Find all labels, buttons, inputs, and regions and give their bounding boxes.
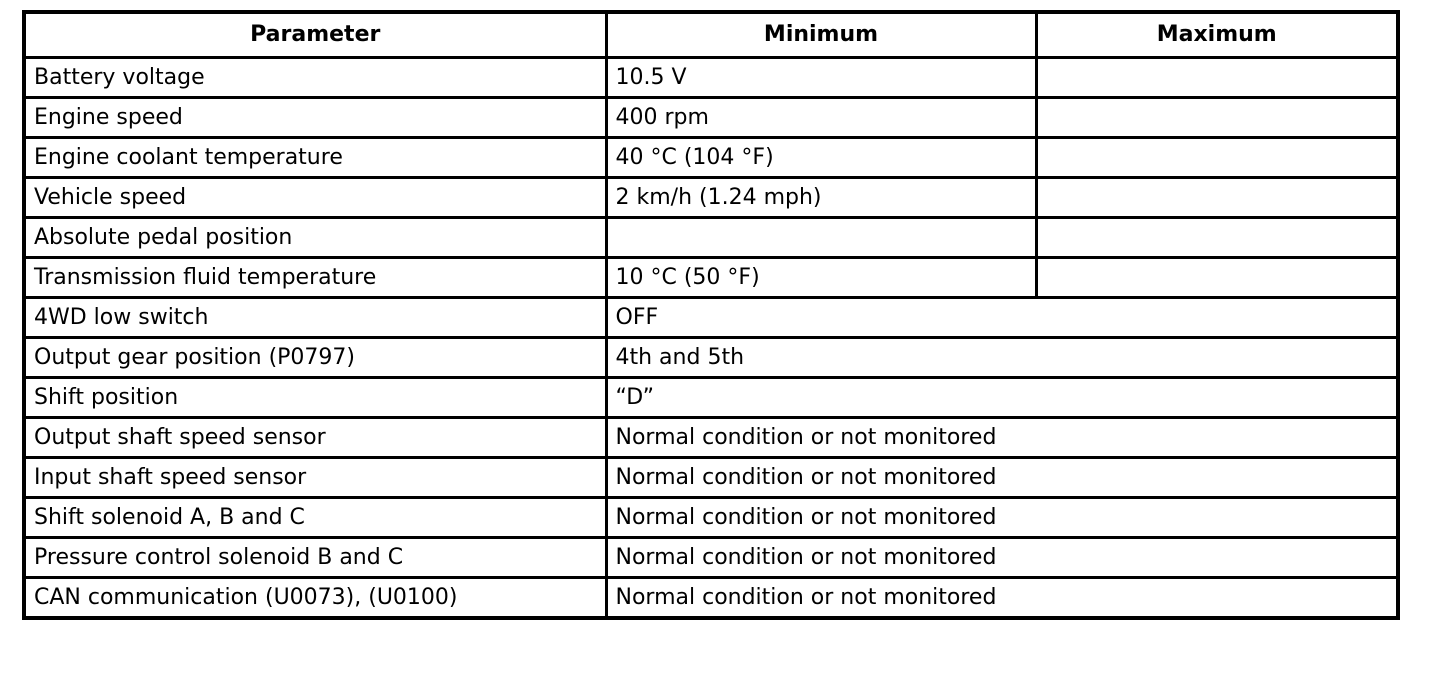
parameter-cell: Vehicle speed [24, 178, 606, 218]
table-row [24, 498, 1398, 538]
condition-cell: Normal condition or not monitored [606, 458, 1398, 498]
minimum-cell: 2 km/h (1.24 mph) [606, 178, 1036, 218]
condition-cell: 4th and 5th [606, 338, 1398, 378]
table-row [24, 98, 1398, 138]
maximum-cell [1036, 58, 1398, 98]
column-header-minimum: Minimum [606, 12, 1036, 58]
condition-cell: OFF [606, 298, 1398, 338]
column-header-maximum: Maximum [1036, 12, 1398, 58]
maximum-cell [1036, 258, 1398, 298]
parameter-cell: Output shaft speed sensor [24, 418, 606, 458]
table-row [24, 578, 1398, 619]
parameter-cell: Input shaft speed sensor [24, 458, 606, 498]
minimum-cell: 10 °C (50 °F) [606, 258, 1036, 298]
table-row [24, 378, 1398, 418]
maximum-cell [1036, 138, 1398, 178]
table-row [24, 138, 1398, 178]
table-row [24, 218, 1398, 258]
maximum-cell [1036, 218, 1398, 258]
table-row [24, 178, 1398, 218]
parameter-cell: Output gear position (P0797) [24, 338, 606, 378]
condition-cell: Normal condition or not monitored [606, 578, 1398, 619]
column-header-parameter: Parameter [24, 12, 606, 58]
parameter-cell: Shift solenoid A, B and C [24, 498, 606, 538]
condition-cell: “D” [606, 378, 1398, 418]
parameter-cell: Shift position [24, 378, 606, 418]
parameter-cell: Engine coolant temperature [24, 138, 606, 178]
minimum-cell: 10.5 V [606, 58, 1036, 98]
table-row [24, 258, 1398, 298]
minimum-cell: 40 °C (104 °F) [606, 138, 1036, 178]
minimum-cell [606, 218, 1036, 258]
table-row [24, 58, 1398, 98]
table-row [24, 298, 1398, 338]
condition-cell: Normal condition or not monitored [606, 498, 1398, 538]
parameter-table [22, 10, 1400, 620]
parameter-cell: Transmission fluid temperature [24, 258, 606, 298]
table-row [24, 458, 1398, 498]
parameter-table-container [22, 10, 1396, 620]
parameter-cell: Battery voltage [24, 58, 606, 98]
table-row [24, 418, 1398, 458]
parameter-cell: CAN communication (U0073), (U0100) [24, 578, 606, 619]
minimum-cell: 400 rpm [606, 98, 1036, 138]
table-row [24, 338, 1398, 378]
parameter-cell: Engine speed [24, 98, 606, 138]
maximum-cell [1036, 98, 1398, 138]
condition-cell: Normal condition or not monitored [606, 538, 1398, 578]
parameter-cell: Absolute pedal position [24, 218, 606, 258]
parameter-cell: 4WD low switch [24, 298, 606, 338]
maximum-cell [1036, 178, 1398, 218]
condition-cell: Normal condition or not monitored [606, 418, 1398, 458]
table-row [24, 538, 1398, 578]
parameter-cell: Pressure control solenoid B and C [24, 538, 606, 578]
table-header-row [24, 12, 1398, 58]
